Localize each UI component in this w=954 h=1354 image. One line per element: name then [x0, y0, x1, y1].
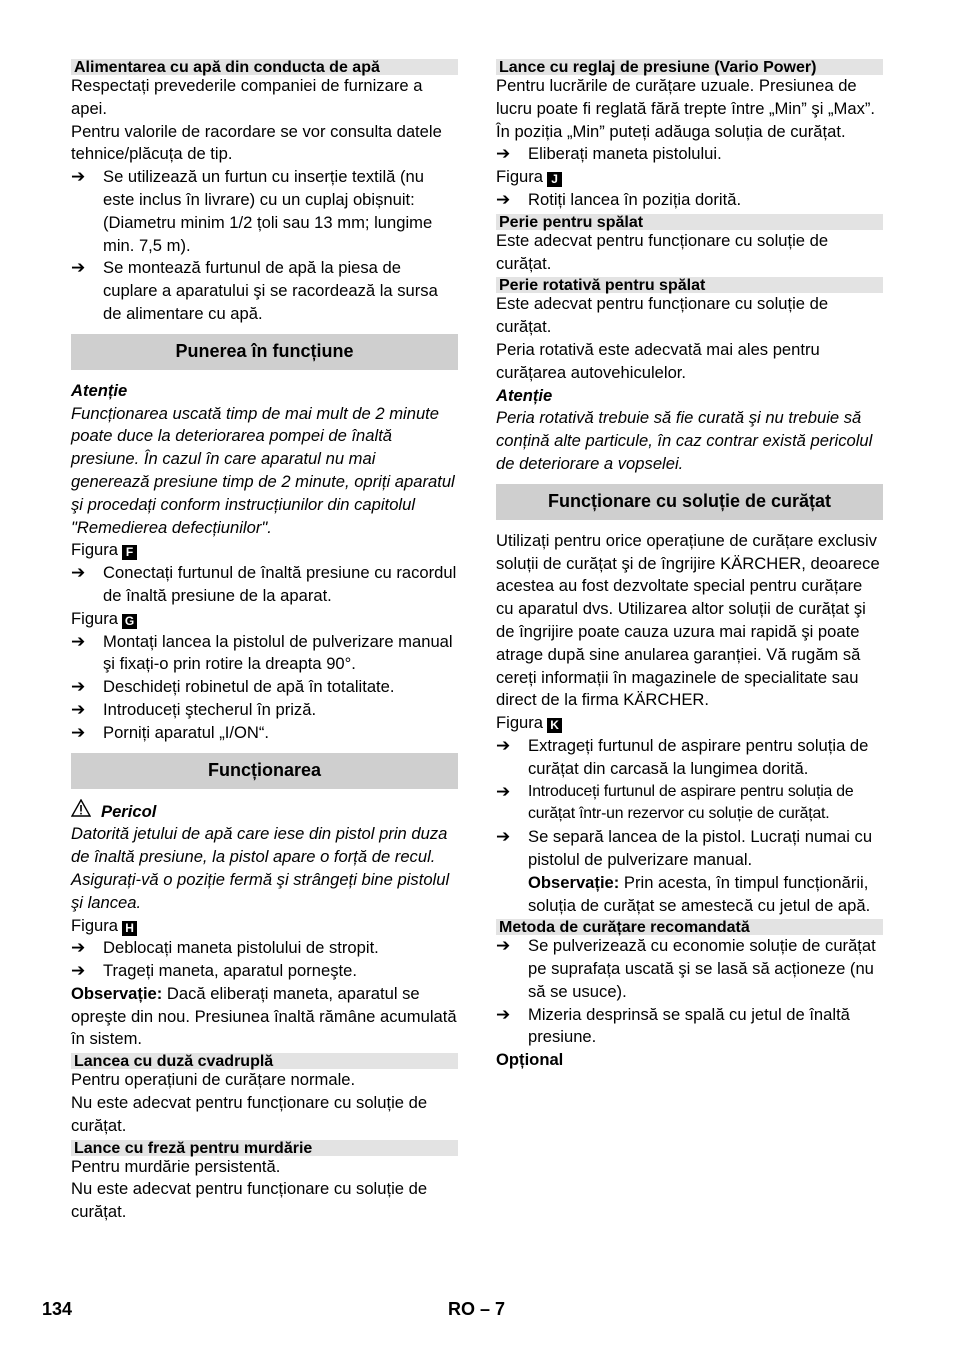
section-heading: Perie pentru spălat [496, 214, 883, 230]
list-item: ➔ Deblocați maneta pistolului de stropit. [71, 937, 458, 960]
list-item: ➔ Se separă lancea de la pistol. Lucrați numai cu pistolul de pulverizare manual. Observație: Prin acesta, în timpul funcționării, soluția de curățat se amestecă cu jetul de apă. [496, 827, 873, 915]
caution-text: Peria rotativă trebuie să fie curată şi nu trebuie să conțină alte particule, în caz contrar există pericolul de deteriorare a vopselei. [496, 408, 873, 473]
arrow-right-icon: ➔ [71, 961, 86, 981]
section-heading: Perie rotativă pentru spălat [496, 277, 883, 293]
note: Observație: Dacă eliberați maneta, aparatul se opreşte din nou. Presiunea înaltă rămâne acumulată în sistem. [71, 983, 457, 1049]
list-item: ➔ Introduceți furtunul de aspirare pentru soluția de curățat într-un rezervor cu soluție de curățat. [496, 781, 854, 823]
paragraph: Este adecvat pentru funcționare cu soluție de curățat. [496, 294, 829, 337]
arrow-right-icon: ➔ [496, 827, 511, 847]
arrow-right-icon: ➔ [496, 781, 511, 801]
section-heading: Lance cu freză pentru murdărie [71, 1140, 458, 1156]
list-item: ➔ Mizeria desprinsă se spală cu jetul de înaltă presiune. [496, 1004, 850, 1047]
section-heading: Lance cu reglaj de presiune (Vario Power) [496, 59, 883, 75]
paragraph: Pentru murdărie persistentă. [71, 1156, 281, 1176]
figure-ref: Figura K [496, 712, 883, 735]
arrow-right-icon: ➔ [496, 144, 511, 164]
list-item: ➔ Trageți maneta, aparatul porneşte. [71, 960, 458, 983]
paragraph: Nu este adecvat pentru funcționare cu soluție de curățat. [71, 1179, 428, 1222]
chapter-heading: Funcționare cu soluție de curățat [496, 484, 883, 520]
paragraph: Pentru lucrările de curățare uzuale. Presiunea de lucru poate fi reglată fără trepte între „Min” şi „Max”. În poziția „Min” puteți adăuga soluția de curățat. [496, 76, 876, 141]
section-code: RO – 7 [448, 1299, 506, 1319]
list-item: ➔ Deschideți robinetul de apă în totalitate. [71, 676, 458, 699]
arrow-right-icon: ➔ [71, 258, 86, 278]
list-item: ➔ Porniți aparatul „I/ON“. [71, 722, 458, 745]
list-item: ➔ Introduceți ştecherul în priză. [71, 699, 458, 722]
paragraph: Utilizați pentru orice operațiune de curățare exclusiv soluții de curățat şi de îngrijire KÄRCHER, deoarece acestea au fost dezvoltate special pentru curățare cu aparatul dvs. Utilizarea altor soluții de curățat şi de îngrijire poate cauza uzura mai rapidă şi poate atrage după sine anularea garanției. Vă rugăm să cereți informații în magazinele de specialitate sau direct de la firma KÄRCHER. [496, 530, 880, 710]
list-item: ➔ Se montează furtunul de apă la piesa de cuplare a aparatului şi se racordează la sursa de alimentare cu apă. [71, 258, 438, 323]
arrow-right-icon: ➔ [496, 735, 511, 755]
arrow-right-icon: ➔ [71, 938, 86, 958]
list-item: ➔ Montați lancea la pistolul de pulverizare manual şi fixați-o prin rotire la dreapta 90°. [71, 631, 453, 674]
paragraph: Este adecvat pentru funcționare cu soluție de curățat. [496, 230, 829, 273]
section-heading: Metoda de curățare recomandată [496, 919, 883, 935]
arrow-right-icon: ➔ [71, 699, 86, 719]
arrow-right-icon: ➔ [496, 1004, 511, 1024]
chapter-heading: Funcționarea [71, 753, 458, 789]
page-number: 134 [42, 1299, 73, 1319]
arrow-right-icon: ➔ [71, 677, 86, 697]
figure-ref: Figura G [71, 608, 458, 631]
left-column [71, 57, 458, 1224]
paragraph: Pentru valorile de racordare se vor consulta datele tehnice/plăcuța de tip. [71, 121, 442, 164]
list-item: ➔ Conectați furtunul de înaltă presiune cu racordul de înaltă presiune de la aparat. [71, 563, 457, 605]
figure-ref: Figura F [71, 539, 458, 562]
right-column [496, 57, 883, 1072]
section-heading: Lancea cu duză cvadruplă [71, 1053, 458, 1069]
figure-ref: Figura J [496, 166, 883, 189]
chapter-heading: Punerea în funcțiune [71, 334, 458, 370]
danger-title: Pericol [101, 801, 157, 821]
caution-title: Atenție [496, 385, 553, 405]
list-item: ➔ Se utilizează un furtun cu inserție textilă (nu este inclus în livrare) cu un cuplaj obișnuit: (Diametru minim 1/2 țoli sau 13 mm; lungime min. 7,5 m). [71, 167, 433, 255]
danger-text: Datorită jetului de apă care iese din pistol prin duza de înaltă presiune, la pistol apare o forță de recul. Asigurați-vă o poziție fermă şi strângeți bine pistolul şi lancea. [71, 824, 450, 912]
danger-title-line [71, 799, 458, 824]
caution-title: Atenție [71, 380, 128, 400]
list-item: ➔ Extrageți furtunul de aspirare pentru soluția de curățat din carcasă la lungimea dorită. [496, 735, 869, 778]
paragraph: Peria rotativă este adecvată mai ales pentru curățarea autovehiculelor. [496, 339, 820, 382]
arrow-right-icon: ➔ [496, 936, 511, 956]
list-item: ➔ Se pulverizează cu economie soluție de curățat pe suprafața uscată şi se lasă să acționeze (nu să se usuce). [496, 936, 876, 1001]
arrow-right-icon: ➔ [496, 189, 511, 209]
arrow-right-icon: ➔ [71, 167, 86, 187]
optional-label: Opțional [496, 1050, 564, 1070]
arrow-right-icon: ➔ [71, 631, 86, 651]
list-item: ➔ Rotiți lancea în poziția dorită. [496, 189, 883, 212]
arrow-right-icon: ➔ [71, 563, 86, 583]
paragraph: Pentru operațiuni de curățare normale. [71, 1070, 356, 1090]
caution-text: Funcționarea uscată timp de mai mult de 2 minute poate duce la deteriorarea pompei de înaltă presiune. În cazul în care aparatul nu mai generează presiune timp de 2 minute, opriți aparatul şi procedați conform instrucțiunilor din capitolul "Remedierea defecțiunilor". [71, 403, 455, 537]
arrow-right-icon: ➔ [71, 722, 86, 742]
list-item: ➔ Eliberați maneta pistolului. [496, 143, 883, 166]
section-heading: Alimentarea cu apă din conducta de apă [71, 59, 458, 75]
paragraph: Respectați prevederile companiei de furnizare a apei. [71, 76, 423, 118]
warning-triangle-icon [71, 799, 91, 824]
figure-ref: Figura H [71, 915, 458, 938]
paragraph: Nu este adecvat pentru funcționare cu soluție de curățat. [71, 1093, 428, 1135]
